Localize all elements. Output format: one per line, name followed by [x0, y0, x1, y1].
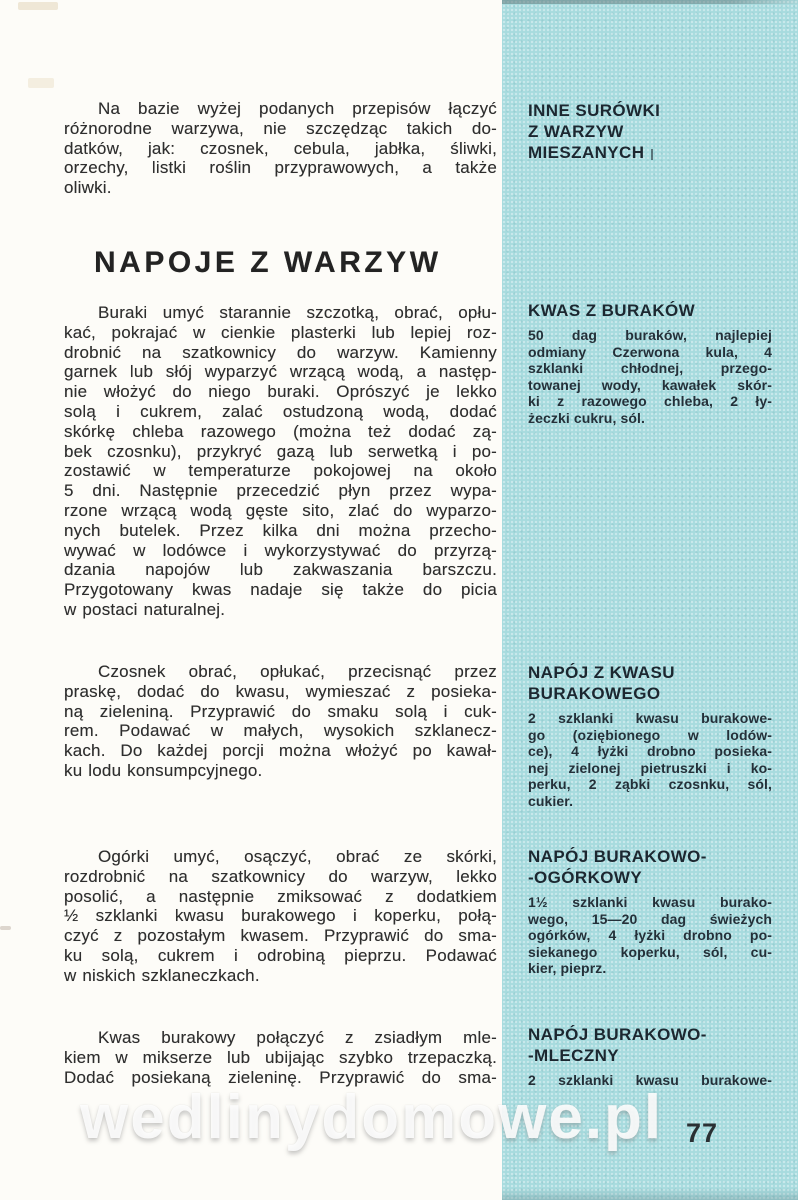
scan-smudge — [0, 926, 11, 930]
text-line: Przygotowany kwas nadaje się także do picia — [64, 580, 497, 600]
ingredient-line: wego, 15—20 dag świeżych — [528, 910, 772, 927]
sidebar-heading-line — [528, 142, 772, 163]
text-line: zostawić w temperaturze pokojowej na około — [64, 461, 497, 481]
ingredient-line: ogórków, 4 łyżki drobno po- — [528, 927, 772, 944]
ingredient-line: szklanki chłodnej, przego- — [528, 360, 772, 377]
page-number: 77 — [686, 1118, 719, 1148]
ingredient-line: towanej wody, kawałek skór- — [528, 376, 772, 393]
recipe-paragraph-kwas-z-burakow — [64, 303, 497, 620]
text-line: Na bazie wyżej podanych przepisów łączyć — [98, 99, 497, 118]
ingredient-line: 1½ szklanki kwasu burako- — [528, 894, 772, 910]
sidebar-heading-text: MIESZANYCH — [528, 143, 645, 162]
text-line: drobnić na szatkownicy do warzyw. Kamienny — [64, 342, 497, 362]
text-line: orzechy, listki roślin przyprawowych, a także — [64, 158, 497, 178]
intro-paragraph — [64, 99, 497, 198]
text-line: ku solą, cukrem i odrobiną pieprzu. Podawać — [64, 945, 497, 965]
sidebar-heading-line: -MLECZNY — [528, 1046, 620, 1065]
text-line: 5 dni. Następnie przecedzić płyn przez wypa- — [64, 481, 497, 501]
text-line: ½ szklanki kwasu burakowego i koperku, połą- — [64, 906, 497, 926]
sidebar-heading-line: KWAS Z BURAKÓW — [528, 301, 696, 320]
text-line: kać, pokrajać w cienkie plasterki lub lepiej roz- — [64, 322, 497, 342]
sidebar-heading-line: Z WARZYW — [528, 122, 624, 141]
scan-edge-top — [502, 0, 798, 4]
scan-edge-bottom — [502, 1188, 798, 1200]
sidebar-section-kwas-z-burakow — [528, 300, 772, 427]
text-line: skórkę chleba razowego (można też dodać zą- — [64, 421, 497, 441]
ingredient-list — [528, 710, 772, 810]
sidebar-section-napoj-burakowo-mleczny — [528, 1024, 772, 1089]
text-line: solą i cukrem, zalać ostudzoną wodą, dodać — [64, 401, 497, 421]
recipe-sidebar — [502, 0, 798, 1200]
ingredient-line: cukier. — [528, 792, 574, 809]
ingredient-line: ce), 4 łyżki drobno posieka- — [528, 743, 772, 760]
ingredient-list — [528, 894, 772, 977]
text-line: dzania napojów lub zakwaszania barszczu. — [64, 560, 497, 580]
text-line: Ogórki umyć, osączyć, obrać ze skórki, — [98, 847, 497, 866]
text-line: Dodać posiekaną zieleninę. Przyprawić do sma- — [64, 1067, 497, 1087]
text-line: garnek lub słój wyparzyć wrzącą wodą, a następ- — [64, 362, 497, 382]
sidebar-heading-line: BURAKOWEGO — [528, 684, 661, 703]
ingredient-list — [528, 327, 772, 427]
text-line: wywać w lodówce i wykorzystywać do przyrzą- — [64, 540, 497, 560]
text-line: ną zieleniną. Przyprawić do smaku solą i cuk- — [64, 701, 497, 721]
text-line: bek czosnku), przykryć gazą lub serwetką i po- — [64, 441, 497, 461]
text-line: posolić, a następnie zmiksować z dodatkiem — [64, 886, 497, 906]
text-line: w postaci naturalnej. — [64, 599, 226, 619]
ingredient-line: żeczki cukru, sól. — [528, 409, 645, 426]
sidebar-heading-line: -OGÓRKOWY — [528, 868, 643, 887]
watermark: wedlinydomowe.pl — [80, 1083, 664, 1152]
scan-smudge — [18, 2, 58, 10]
text-line: różnorodne warzywa, nie szczędząc takich do- — [64, 118, 497, 138]
ingredient-line: 2 szklanki kwasu burakowe- — [528, 1072, 772, 1088]
ingredient-line: 50 dag buraków, najlepiej — [528, 327, 772, 343]
text-line: oliwki. — [64, 178, 112, 198]
sidebar-heading-line: NAPÓJ BURAKOWO- — [528, 1025, 707, 1044]
recipe-paragraph-mleczny — [64, 1028, 497, 1087]
ingredient-line: ki z razowego chleba, 2 ły- — [528, 393, 772, 410]
recipe-paragraph-ogorki — [64, 847, 497, 986]
ingredient-line: perku, 2 ząbki czosnku, sól, — [528, 776, 772, 793]
text-line: w niskich szklaneczkach. — [64, 965, 260, 985]
ingredient-line: siekanego koperku, sól, cu- — [528, 943, 772, 960]
recipe-paragraph-czosnek — [64, 662, 497, 781]
text-line: rem. Podawać w małych, wysokich szklanecz- — [64, 721, 497, 741]
stray-mark — [651, 149, 653, 160]
sidebar-section-inne-surowki — [528, 100, 772, 163]
text-line: Buraki umyć starannie szczotką, obrać, opłu- — [98, 303, 497, 322]
ingredient-line: 2 szklanki kwasu burakowe- — [528, 710, 772, 726]
text-line: nych butelek. Przez kilka dni można przecho- — [64, 520, 497, 540]
text-line: kiem w mikserze lub ubijając szybko trzepaczką. — [64, 1047, 497, 1067]
text-line: ku lodu konsumpcyjnego. — [64, 760, 263, 780]
text-line: nie włożyć do niego buraki. Oprószyć je lekko — [64, 382, 497, 402]
sidebar-heading-line: NAPÓJ BURAKOWO- — [528, 847, 707, 866]
ingredient-line: kier, pieprz. — [528, 960, 607, 977]
ingredient-line: nej zielonej pietruszki i ko- — [528, 759, 772, 776]
text-line: kach. Do każdej porcji można włożyć po kawał- — [64, 741, 497, 761]
sidebar-heading-line: NAPÓJ Z KWASU — [528, 663, 675, 682]
text-line: rozdrobnić na szatkownicy do warzyw, lekko — [64, 866, 497, 886]
text-line: praskę, dodać do kwasu, wymieszać z posieka- — [64, 681, 497, 701]
sidebar-section-napoj-burakowo-ogorkowy — [528, 846, 772, 977]
sidebar-section-napoj-z-kwasu — [528, 662, 772, 810]
ingredient-line: go (oziębionego w lodów- — [528, 726, 772, 743]
text-line: rzone wrzącą wodą gęste sito, zlać do wyparzo- — [64, 500, 497, 520]
text-line: czyć z pozostałym kwasem. Przyprawić do sma- — [64, 926, 497, 946]
text-line: datków, jak: czosnek, cebula, jabłka, śliwki, — [64, 138, 497, 158]
sidebar-heading-line: INNE SURÓWKI — [528, 101, 661, 120]
text-line: Kwas burakowy połączyć z zsiadłym mle- — [98, 1028, 497, 1047]
ingredient-line: odmiany Czerwona kula, 4 — [528, 343, 772, 360]
text-line: Czosnek obrać, opłukać, przecisnąć przez — [98, 662, 497, 681]
scan-smudge — [28, 78, 54, 88]
section-heading: NAPOJE Z WARZYW — [94, 246, 442, 279]
